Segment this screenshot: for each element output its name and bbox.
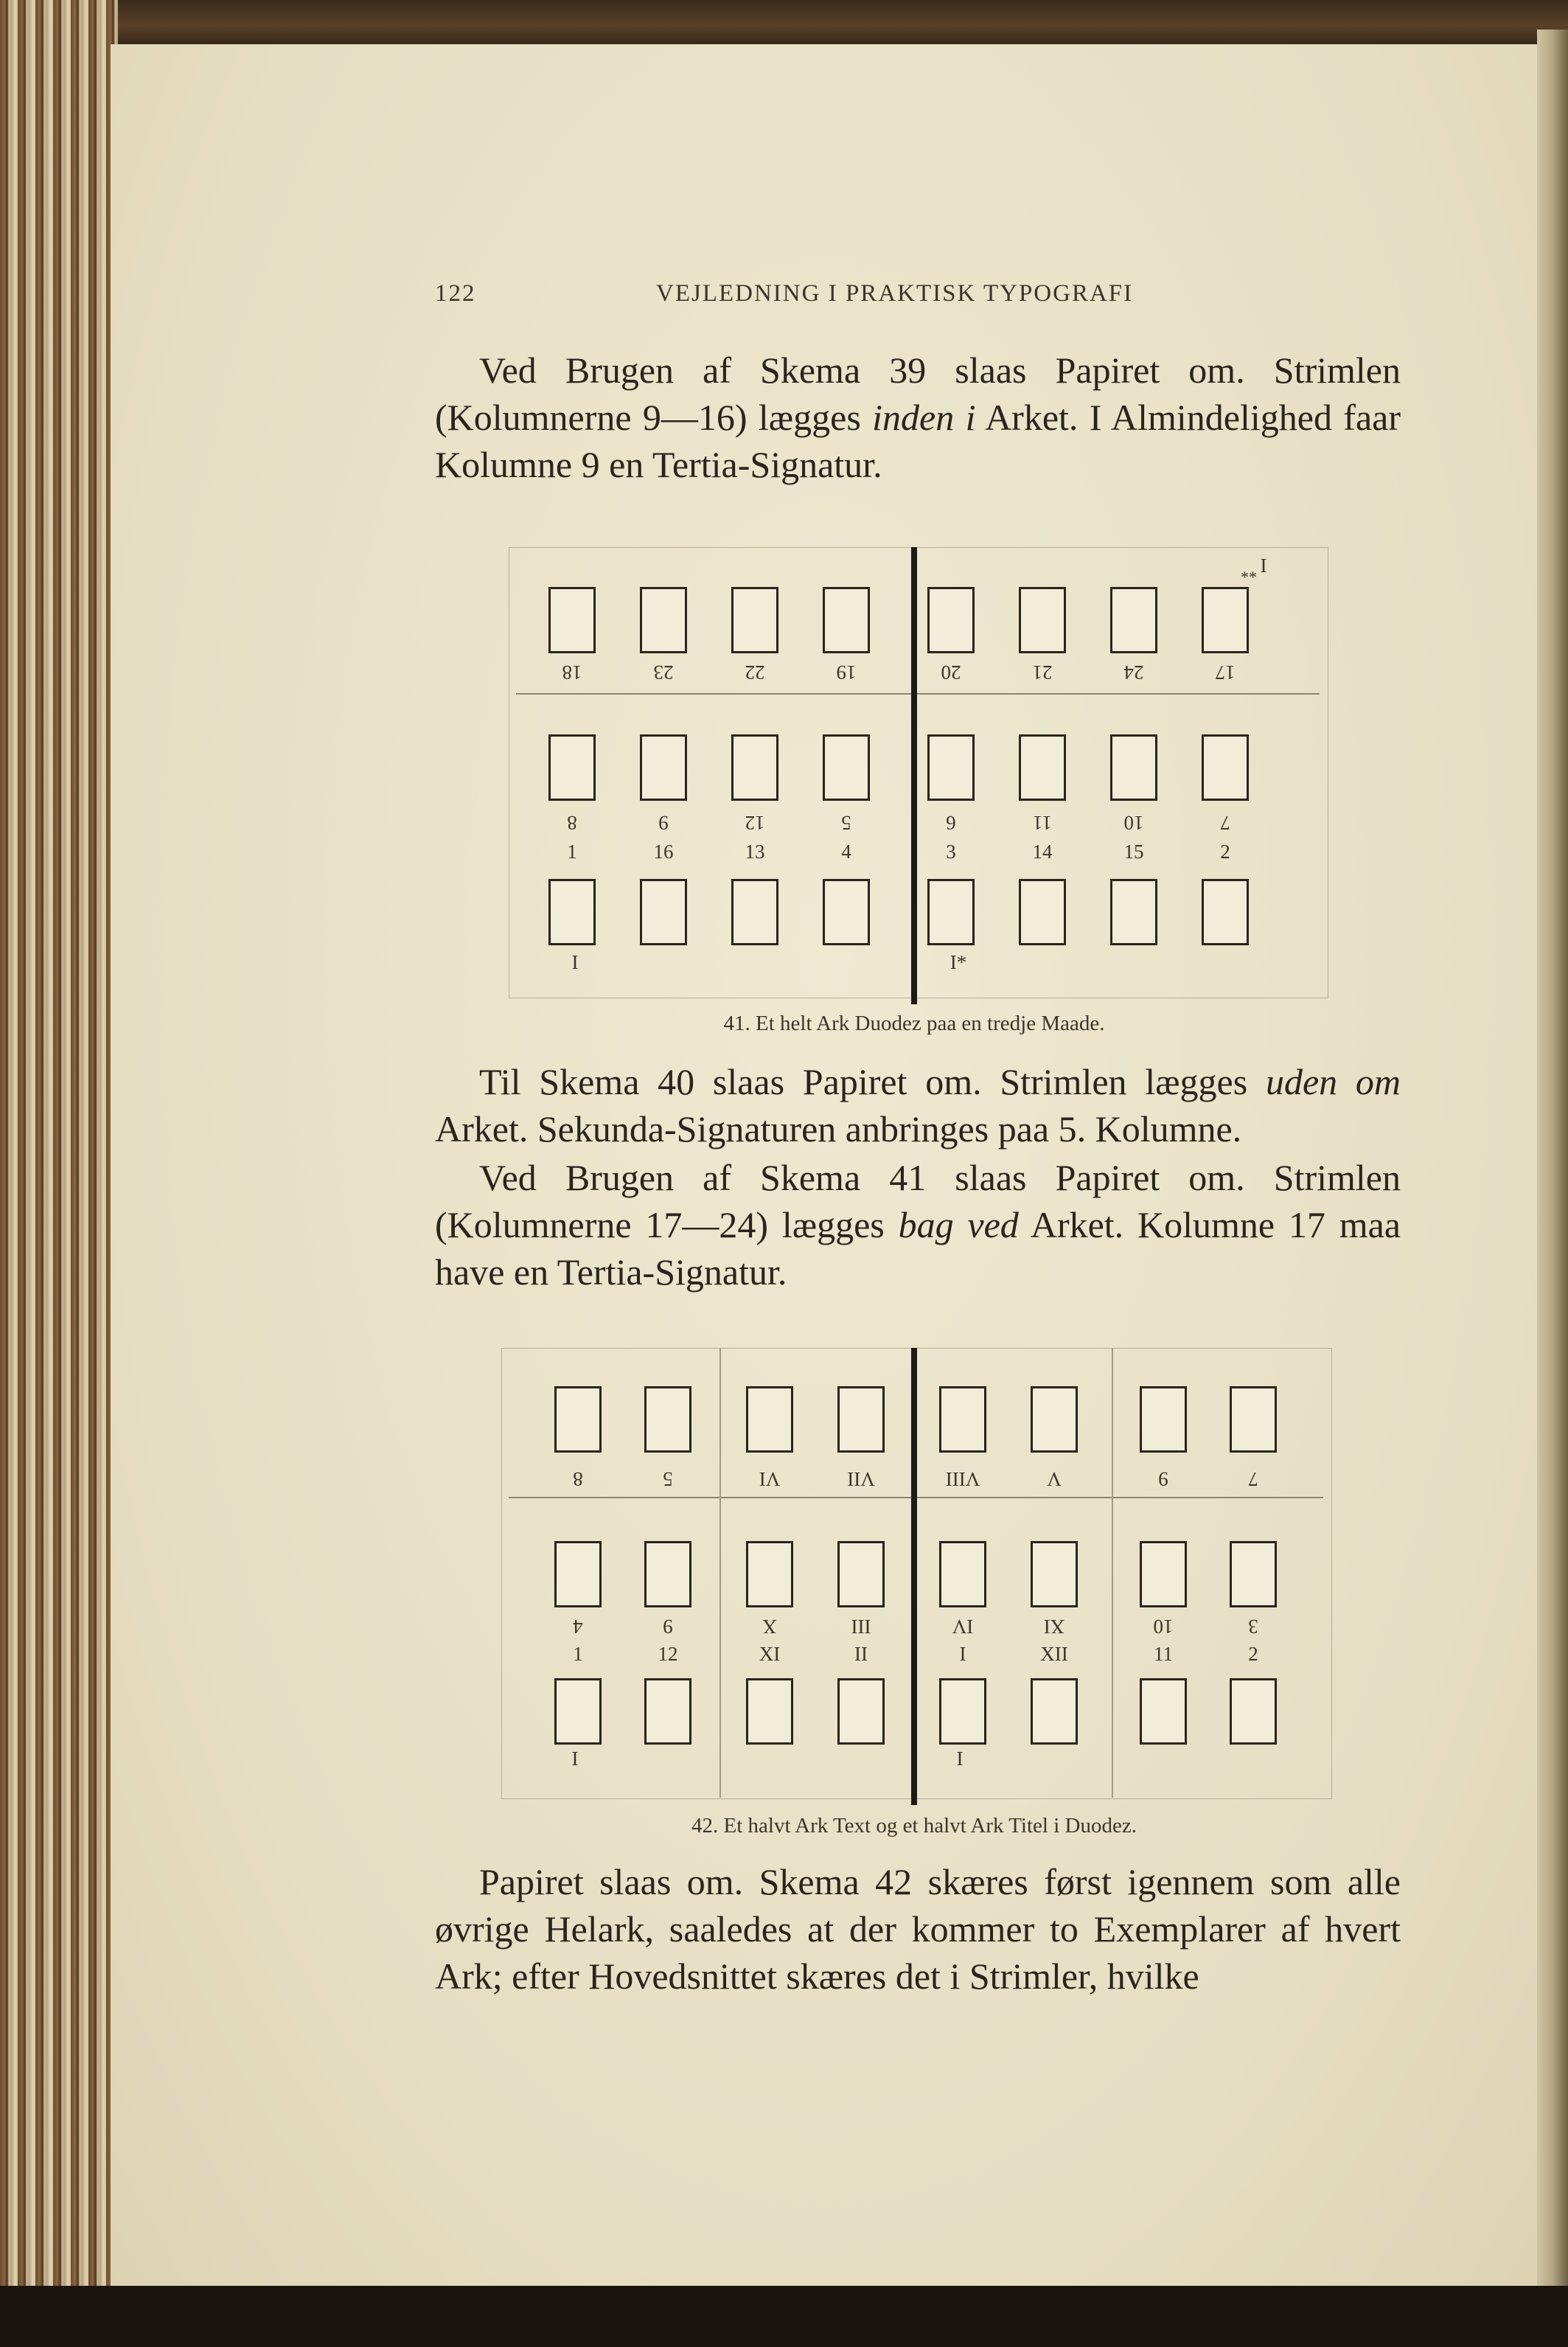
figure-41-middle-lower-label-2: 16 xyxy=(653,841,674,863)
paragraph-1-emphasis: inden i xyxy=(872,397,976,438)
figure-41-middle-lower-label-7: 15 xyxy=(1123,841,1144,863)
figure-42-top-column-4 xyxy=(837,1386,885,1453)
figure-42-top-column-3 xyxy=(746,1386,793,1453)
figure-42-middle-upper-label-5: IV xyxy=(952,1616,974,1638)
figure-42-bottom-column-3 xyxy=(746,1678,793,1745)
figure-42-middle-upper-label-7: 10 xyxy=(1153,1616,1174,1638)
figure-41-middle-upper-label-4: 5 xyxy=(841,812,851,834)
paragraph-4-text: Papiret slaas om. Skema 42 skæres først igennem som alle øvrige Helark, saaledes at der kommer to Exemplarer af hvert Ark; efter Hovedsnittet skæres det i Strimler, hvilke xyxy=(435,1861,1401,1997)
figure-42-spine xyxy=(911,1348,917,1805)
figure-42-caption: 42. Et halvt Ark Text og et halvt Ark Titel i Duodez. xyxy=(691,1814,1137,1837)
figure-41-middle-column-4 xyxy=(823,734,870,801)
figure-42-middle-lower-label-6: XII xyxy=(1040,1643,1068,1665)
figure-41-top-column-4 xyxy=(823,587,870,653)
figure-41-top-column-2 xyxy=(640,587,687,653)
figure-41-middle-upper-label-2: 9 xyxy=(658,812,669,834)
figure-41-top-column-1 xyxy=(548,587,596,653)
figure-41-middle-lower-label-3: 13 xyxy=(745,841,765,863)
paragraph-3-text-b: Arket. Kolumne 17 maa have en Tertia-Signatur. xyxy=(435,1204,1401,1293)
figure-41-top-label-5: 20 xyxy=(941,661,961,684)
figure-42-top-column-5 xyxy=(939,1386,986,1453)
figure-42-bottom-mark-1: I xyxy=(571,1748,579,1770)
figure-41-middle-upper-label-3: 12 xyxy=(745,812,765,834)
figure-41-top-column-6 xyxy=(1019,587,1066,653)
figure-41-middle-lower-label-8: 2 xyxy=(1220,841,1230,863)
figure-42-middle-column-7 xyxy=(1140,1541,1187,1607)
figure-41-row-divider xyxy=(516,693,1320,695)
figure-42-divider-2 xyxy=(1112,1348,1113,1798)
figure-42-top-label-3: VI xyxy=(759,1468,781,1490)
figure-42-middle-lower-label-7: 11 xyxy=(1154,1643,1173,1665)
figure-41-middle-lower-label-5: 3 xyxy=(946,841,956,863)
paragraph-2-text-b: Arket. Sekunda-Signaturen anbringes paa 5. Kolumne. xyxy=(435,1108,1242,1150)
figure-41-top-column-3 xyxy=(731,587,778,653)
figure-41-bottom-mark-2: I* xyxy=(949,951,967,973)
figure-42-middle-column-5 xyxy=(939,1541,986,1607)
figure-41-middle-column-6 xyxy=(1019,734,1066,801)
figure-42-top-label-5: VIII xyxy=(945,1468,980,1490)
book-right-edge xyxy=(1537,29,1568,2301)
figure-42-middle-lower-label-4: II xyxy=(854,1643,868,1665)
figure-41-middle-upper-label-7: 10 xyxy=(1123,812,1144,834)
paragraph-3-text-a: Ved Brugen af Skema 41 slaas Papiret om. Strimlen (Kolumnerne 17—24) lægges xyxy=(435,1157,1401,1245)
figure-41-bottom-column-2 xyxy=(640,879,687,945)
figure-41-spine xyxy=(911,547,917,1004)
figure-42-middle-lower-label-8: 2 xyxy=(1248,1643,1258,1665)
figure-42-bottom-column-5 xyxy=(939,1678,986,1745)
figure-42-bottom-column-7 xyxy=(1140,1678,1187,1745)
figure-42-middle-upper-label-8: 3 xyxy=(1248,1616,1258,1638)
figure-42-top-label-8: 7 xyxy=(1248,1468,1258,1490)
figure-41-bottom-mark-1: I xyxy=(571,951,579,973)
figure-41-top-label-3: 22 xyxy=(745,661,765,684)
figure-42-middle-column-3 xyxy=(746,1541,793,1607)
paragraph-1 xyxy=(435,347,1401,488)
page-number: 122 xyxy=(435,280,476,307)
figure-41-caption: 41. Et helt Ark Duodez paa en tredje Maade. xyxy=(723,1012,1105,1035)
figure-42-top-column-6 xyxy=(1031,1386,1078,1453)
figure-42-middle-upper-label-2: 9 xyxy=(663,1616,673,1638)
figure-41-middle-column-5 xyxy=(927,734,975,801)
figure-41-top-label-7: 24 xyxy=(1123,661,1144,684)
paragraph-2-text-a: Til Skema 40 slaas Papiret om. Strimlen lægges xyxy=(479,1061,1266,1102)
figure-42-top-label-1: 8 xyxy=(573,1468,583,1490)
figure-42-bottom-column-1 xyxy=(554,1678,602,1745)
figure-41-top-column-5 xyxy=(927,587,975,653)
figure-41-top-label-8: 17 xyxy=(1215,661,1236,684)
figure-41-bottom-column-7 xyxy=(1110,879,1157,945)
figure-42-middle-column-6 xyxy=(1031,1541,1078,1607)
figure-41-bottom-column-1 xyxy=(548,879,596,945)
figure-42-middle-column-1 xyxy=(554,1541,602,1607)
figure-42-middle-upper-label-6: XI xyxy=(1043,1616,1065,1638)
figure-42-middle-lower-label-3: XI xyxy=(759,1643,781,1665)
figure-41-top-mark-2: ** xyxy=(1241,568,1257,586)
figure-41-top-column-7 xyxy=(1110,587,1157,653)
figure-41-top-label-1: 18 xyxy=(562,661,582,684)
figure-42-bottom-column-2 xyxy=(644,1678,691,1745)
paragraph-1-text-b: Arket. I Almindelighed faar Kolumne 9 en Tertia-Signatur. xyxy=(435,397,1401,485)
figure-41-bottom-column-4 xyxy=(823,879,870,945)
figure-41-middle-upper-label-1: 8 xyxy=(567,812,577,834)
figure-42-middle-lower-label-2: 12 xyxy=(658,1643,678,1665)
figure-42-middle-upper-label-4: III xyxy=(851,1616,871,1638)
figure-41-bottom-column-5 xyxy=(927,879,975,945)
paragraph-3-emphasis: bag ved xyxy=(898,1204,1019,1245)
figure-42-bottom-column-4 xyxy=(837,1678,885,1745)
running-title: VEJLEDNING I PRAKTISK TYPOGRAFI xyxy=(656,280,1134,307)
figure-42-bottom-mark-2: I xyxy=(956,1748,964,1770)
figure-41-middle-lower-label-6: 14 xyxy=(1032,841,1053,863)
figure-42-bottom-column-8 xyxy=(1230,1678,1277,1745)
figure-42-top-column-1 xyxy=(554,1386,602,1453)
figure-41-bottom-column-8 xyxy=(1202,879,1249,945)
figure-42-top-column-2 xyxy=(644,1386,691,1453)
figure-42-middle-column-8 xyxy=(1230,1541,1277,1607)
book-bottom-edge xyxy=(0,2286,1568,2347)
figure-41-middle-lower-label-4: 4 xyxy=(841,841,851,863)
book-page-stack xyxy=(0,0,118,2347)
figure-42-middle-upper-label-3: X xyxy=(762,1616,777,1638)
figure-42-top-column-8 xyxy=(1230,1386,1277,1453)
figure-41-middle-column-7 xyxy=(1110,734,1157,801)
paragraph-3 xyxy=(435,1154,1401,1296)
figure-42-middle-column-4 xyxy=(837,1541,885,1607)
figure-42-top-column-7 xyxy=(1140,1386,1187,1453)
figure-41-top-label-6: 21 xyxy=(1032,661,1053,684)
figure-42-bottom-column-6 xyxy=(1031,1678,1078,1745)
figure-41-middle-column-8 xyxy=(1202,734,1249,801)
figure-41-bottom-column-3 xyxy=(731,879,778,945)
figure-41-middle-column-1 xyxy=(548,734,596,801)
figure-42-middle-upper-label-1: 4 xyxy=(573,1616,583,1638)
figure-41-middle-column-3 xyxy=(731,734,778,801)
figure-42-middle-column-2 xyxy=(644,1541,691,1607)
figure-41-top-mark-1: I xyxy=(1260,554,1267,577)
figure-41-top-label-4: 19 xyxy=(836,661,857,684)
figure-41-middle-column-2 xyxy=(640,734,687,801)
figure-41-middle-upper-label-5: 6 xyxy=(946,812,956,834)
paragraph-2 xyxy=(435,1058,1401,1152)
figure-41-top-label-2: 23 xyxy=(653,661,674,684)
paragraph-1-text-a: Ved Brugen af Skema 39 slaas Papiret om. Strimlen (Kolumnerne 9—16) lægges xyxy=(435,350,1401,438)
figure-41-middle-upper-label-8: 7 xyxy=(1220,812,1230,834)
figure-41-middle-upper-label-6: 11 xyxy=(1033,812,1052,834)
paragraph-2-emphasis: uden om xyxy=(1265,1061,1401,1102)
figure-42-top-label-7: 9 xyxy=(1158,1468,1168,1490)
figure-41-middle-lower-label-1: 1 xyxy=(567,841,577,863)
figure-41-bottom-column-6 xyxy=(1019,879,1066,945)
figure-41-top-column-8 xyxy=(1202,587,1249,653)
figure-42-top-label-6: V xyxy=(1047,1468,1062,1490)
figure-42-top-label-4: VII xyxy=(847,1468,875,1490)
figure-42-divider-1 xyxy=(719,1348,721,1798)
figure-42-top-label-2: 5 xyxy=(663,1468,673,1490)
paragraph-4 xyxy=(435,1858,1401,2000)
figure-42-middle-lower-label-1: 1 xyxy=(573,1643,583,1665)
figure-42-middle-lower-label-5: I xyxy=(959,1643,966,1665)
